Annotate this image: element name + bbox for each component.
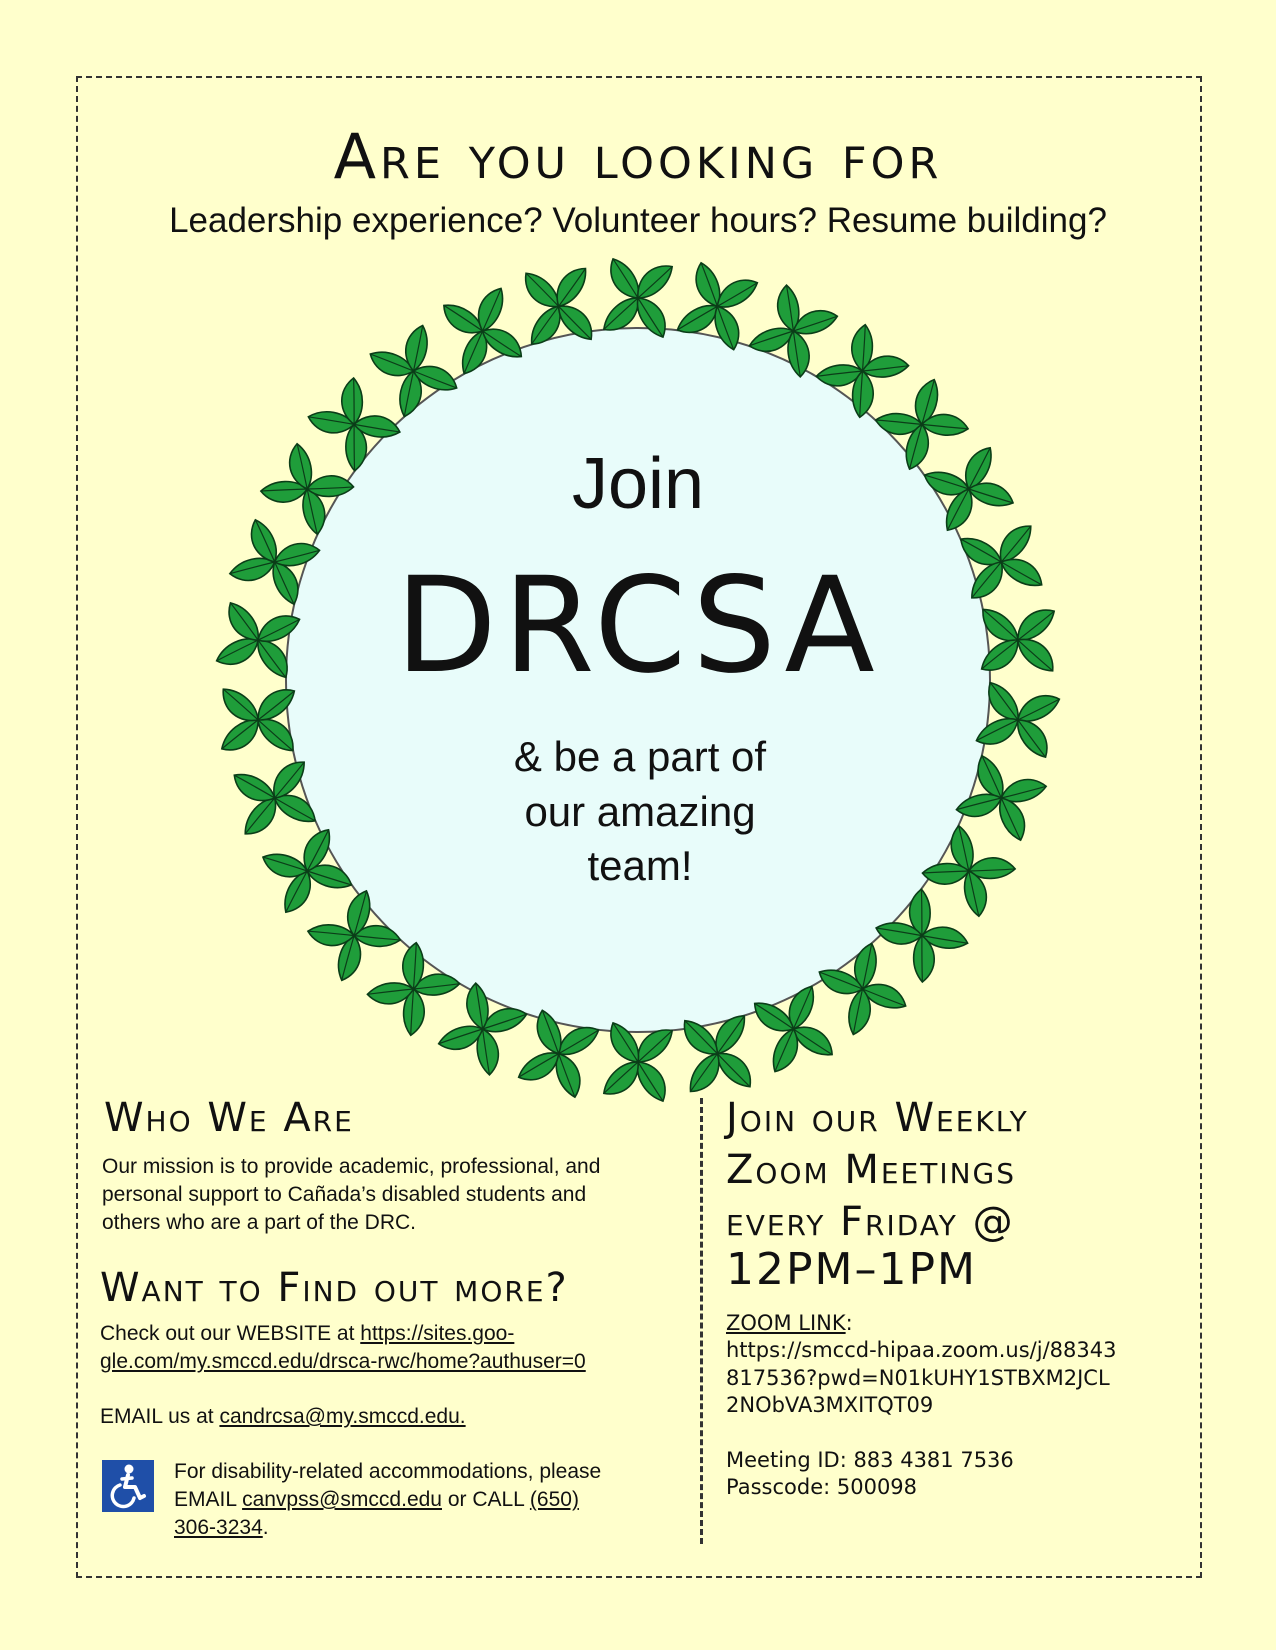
- tagline-line-3: team!: [587, 842, 693, 890]
- zoom-url-line-1[interactable]: https://smccd-hipaa.zoom.us/j/88343: [726, 1338, 1117, 1363]
- access-phone-link-continued[interactable]: 306-3234: [174, 1515, 263, 1539]
- subline: Leadership experience? Volunteer hours? Resume building?: [169, 201, 1107, 240]
- weekly-meetings-heading: [726, 1092, 1196, 1248]
- email-text: [100, 1403, 680, 1431]
- zoom-details: [726, 1310, 1196, 1502]
- mission-line-2: personal support to Cañada’s disabled students and: [102, 1182, 587, 1206]
- join-word: Join: [571, 444, 705, 524]
- website-prefix: Check out our WEBSITE at: [100, 1322, 361, 1345]
- meetings-heading-line-3: every Friday @: [726, 1199, 1015, 1245]
- meetings-heading-line-1: Join our Weekly: [726, 1095, 1029, 1141]
- mission-text: [102, 1153, 662, 1237]
- access-end: .: [262, 1515, 269, 1539]
- passcode: Passcode: 500098: [726, 1475, 918, 1500]
- tagline-line-1: & be a part of: [513, 733, 767, 780]
- access-call-prefix: or CALL: [441, 1487, 530, 1511]
- zoom-url-line-3[interactable]: 2NObVA3MXITQT09: [726, 1392, 934, 1417]
- org-name: DRCSA: [395, 549, 881, 703]
- meetings-heading-line-2: Zoom Meetings: [726, 1147, 1017, 1193]
- headline: Are you looking for: [333, 120, 943, 193]
- zoom-link-label[interactable]: ZOOM LINK: [726, 1311, 846, 1335]
- access-email-prefix: EMAIL: [174, 1487, 243, 1511]
- website-link-continued[interactable]: gle.com/my.smccd.edu/drsca-rwc/home?authuser=0: [100, 1349, 586, 1373]
- find-out-more-heading: Want to Find out more?: [100, 1265, 569, 1311]
- wheelchair-accessibility-icon: [102, 1460, 154, 1512]
- who-we-are-heading: Who We Are: [104, 1095, 354, 1141]
- tagline: [440, 730, 840, 894]
- column-divider: [700, 1098, 703, 1544]
- access-phone-link[interactable]: (650): [529, 1487, 579, 1511]
- mission-line-3: others who are a part of the DRC.: [102, 1210, 416, 1234]
- access-email-link[interactable]: canvpss@smccd.edu: [242, 1487, 442, 1511]
- meeting-time: 12PM–1PM: [726, 1244, 977, 1295]
- mission-line-1: Our mission is to provide academic, professional, and: [102, 1155, 601, 1178]
- website-text: [100, 1320, 680, 1376]
- tagline-line-2: our amazing: [524, 787, 756, 835]
- email-prefix: EMAIL us at: [100, 1405, 220, 1428]
- zoom-label-colon: :: [845, 1311, 853, 1335]
- meeting-id: Meeting ID: 883 4381 7536: [726, 1448, 1014, 1473]
- email-link[interactable]: candrcsa@my.smccd.edu.: [219, 1405, 466, 1428]
- website-link[interactable]: https://sites.goo-: [360, 1322, 515, 1345]
- accommodations-text: [174, 1458, 674, 1542]
- accommodations-line-1: For disability-related accommodations, please: [174, 1460, 602, 1483]
- zoom-url-line-2[interactable]: 817536?pwd=N01kUHY1STBXM2JCL: [726, 1365, 1110, 1390]
